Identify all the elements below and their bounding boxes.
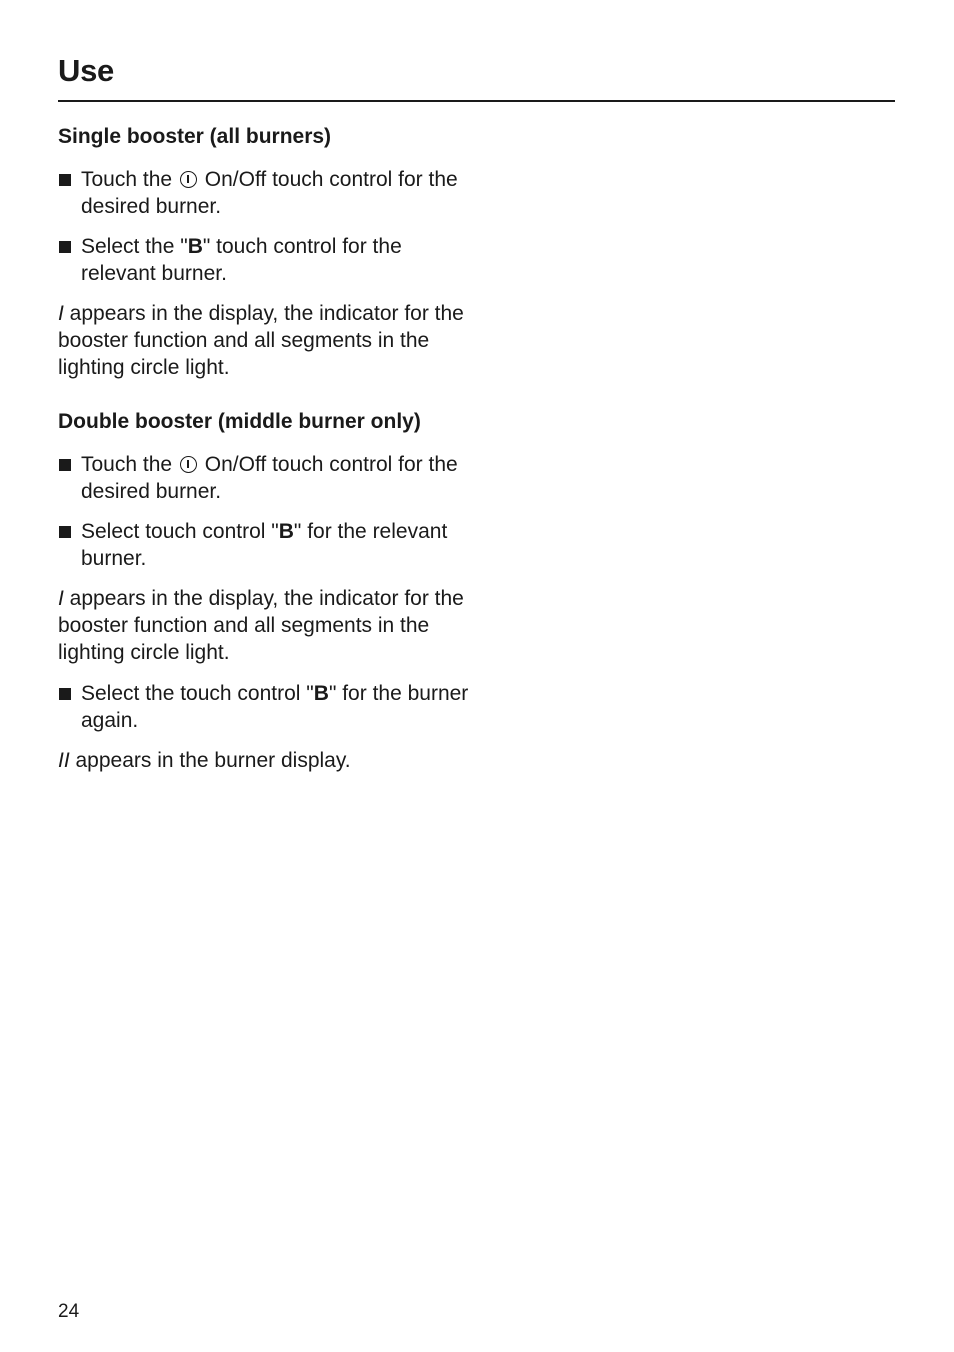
step-text-after: " for the burner again. xyxy=(81,682,469,732)
bullet-square-icon xyxy=(59,174,71,186)
page-content xyxy=(58,122,478,788)
step-text-after: On/Off touch control for the desired burner. xyxy=(81,453,458,503)
instruction-step xyxy=(58,166,478,220)
step-text-after: On/Off touch control for the desired burner. xyxy=(81,168,458,218)
touch-control-key: B xyxy=(187,235,203,258)
touch-control-key: B xyxy=(313,682,329,705)
instruction-step xyxy=(58,680,478,734)
result-description: appears in the display, the indicator for the booster function and all segments in the lighting circle light. xyxy=(58,302,464,379)
result-description: appears in the burner display. xyxy=(69,749,351,772)
step-text-before: Select touch control " xyxy=(81,520,279,543)
title-divider xyxy=(58,100,895,102)
display-symbol: I xyxy=(58,587,64,610)
step-text-before: Touch the xyxy=(81,453,173,476)
instruction-step xyxy=(58,233,478,287)
step-text-after: " for the relevant burner. xyxy=(81,520,448,570)
display-symbol: I xyxy=(58,302,64,325)
instruction-step xyxy=(58,451,478,505)
on-off-symbol-icon xyxy=(180,456,197,473)
step-text-before: Select the touch control " xyxy=(81,682,314,705)
touch-control-key: B xyxy=(278,520,294,543)
section-heading-single-booster: Single booster (all burners) xyxy=(58,125,332,148)
bullet-square-icon xyxy=(59,241,71,253)
instruction-step xyxy=(58,518,478,572)
result-text xyxy=(58,585,478,666)
step-text-after: " touch control for the relevant burner. xyxy=(81,235,402,285)
bullet-square-icon xyxy=(59,459,71,471)
bullet-square-icon xyxy=(59,526,71,538)
step-text-before: Touch the xyxy=(81,168,173,191)
result-description: appears in the display, the indicator for the booster function and all segments in the lighting circle light. xyxy=(58,587,464,664)
bullet-square-icon xyxy=(59,688,71,700)
display-symbol: II xyxy=(58,749,70,772)
step-text-before: Select the " xyxy=(81,235,188,258)
result-text xyxy=(58,300,478,381)
on-off-symbol-icon xyxy=(180,171,197,188)
result-text xyxy=(58,747,478,774)
page-number: 24 xyxy=(58,1301,80,1322)
section-heading-double-booster: Double booster (middle burner only) xyxy=(58,410,421,433)
page-title: Use xyxy=(58,53,114,88)
